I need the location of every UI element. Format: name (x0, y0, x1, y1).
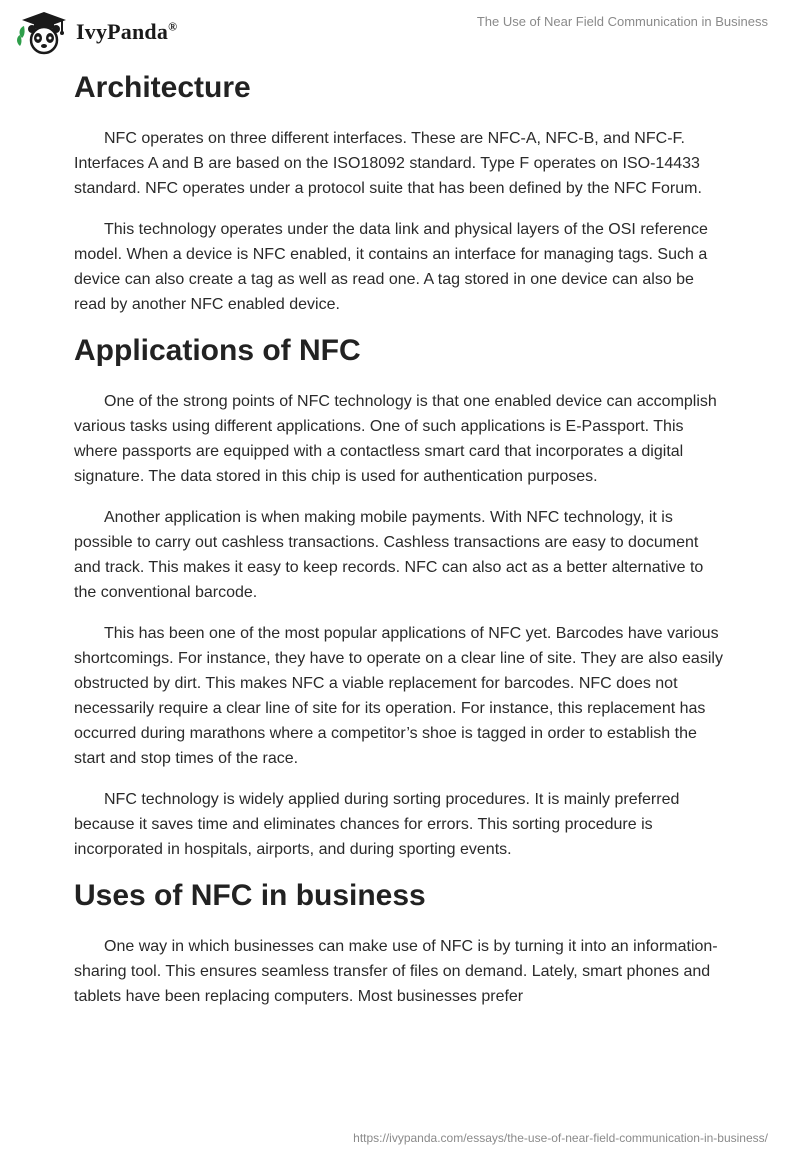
section-architecture (74, 70, 724, 317)
paragraph: One way in which businesses can make use of NFC is by turning it into an information-sharing tool. This ensures seamless transfer of files on demand. Lately, smart phones and tablets have been replacing computers. Most businesses prefer (74, 938, 718, 1005)
paragraph: NFC operates on three different interfaces. These are NFC-A, NFC-B, and NFC-F. Interfaces A and B are based on the ISO18092 standard. Type F operates on ISO-14433 standard. NFC operates under a protocol suite that has been defined by the NFC Forum. (74, 130, 702, 197)
paragraph: NFC technology is widely applied during sorting procedures. It is mainly preferred because it saves time and eliminates chances for errors. This sorting procedure is incorporated in hospitals, airports, and during sporting events. (74, 791, 680, 858)
page-header (0, 0, 800, 60)
section-applications (74, 333, 724, 862)
brand-name: IvyPanda® (76, 19, 178, 44)
essay-body (74, 70, 724, 1025)
source-url[interactable]: https://ivypanda.com/essays/the-use-of-near-field-communication-in-business/ (353, 1131, 768, 1145)
registered-mark: ® (168, 19, 178, 34)
section-heading: Applications of NFC (74, 334, 361, 367)
panda-graduate-icon (16, 8, 72, 56)
paragraph: This technology operates under the data link and physical layers of the OSI reference model. When a device is NFC enabled, it contains an interface for managing tags. Such a device can also create a tag as well as read one. A tag stored in one device can also be read by another NFC enabled device. (74, 221, 708, 313)
paragraph: One of the strong points of NFC technology is that one enabled device can accomplish various tasks using different applications. One of such applications is E-Passport. This where passports are equipped with a contactless smart card that incorporates a digital signature. The data stored in this chip is used for authentication purposes. (74, 393, 717, 485)
section-heading: Uses of NFC in business (74, 879, 426, 912)
paragraph: Another application is when making mobile payments. With NFC technology, it is possible to carry out cashless transactions. Cashless transactions are easy to document and track. This makes it easy to keep records. NFC can also act as a better alternative to the conventional barcode. (74, 509, 704, 601)
paragraph: This has been one of the most popular applications of NFC yet. Barcodes have various shortcomings. For instance, they have to operate on a clear line of site. They are also easily obstructed by dirt. This makes NFC a viable replacement for barcodes. NFC does not necessarily require a clear line of site for its operation. For instance, this replacement has occurred during marathons where a competitor’s shoe is tagged in order to establish the start and stop times of the race. (74, 625, 723, 767)
section-heading: Architecture (74, 71, 251, 104)
brand-logo[interactable] (16, 8, 177, 56)
section-uses-in-business (74, 878, 724, 1009)
document-title: The Use of Near Field Communication in Business (476, 14, 768, 29)
